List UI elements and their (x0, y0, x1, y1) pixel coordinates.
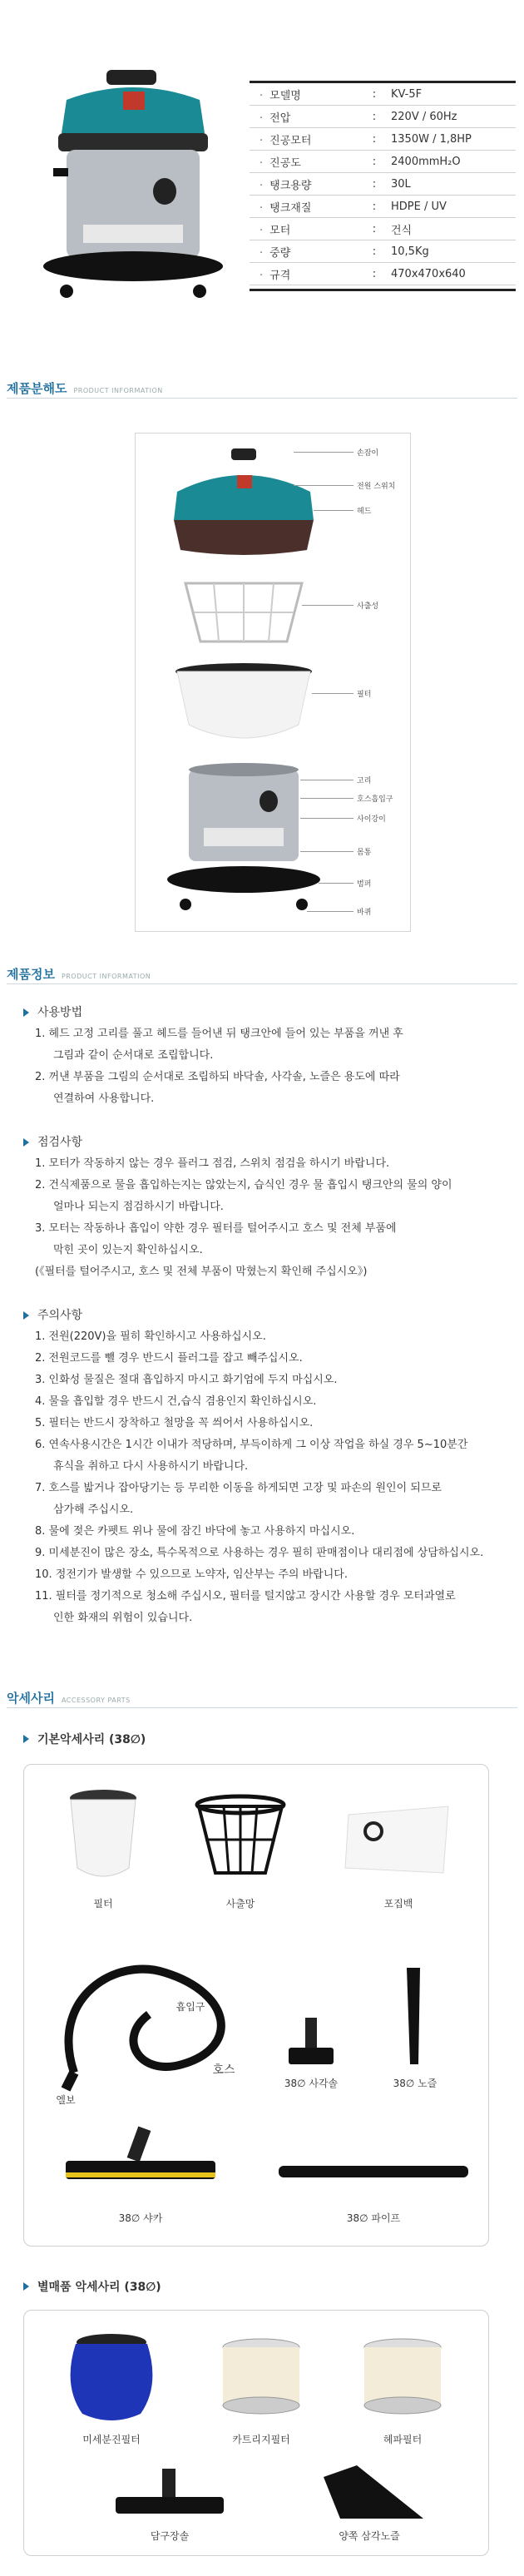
part-label: 범퍼 (357, 880, 372, 889)
part-label: 호스흡입구 (357, 795, 393, 804)
triangle-bullet-icon (23, 1138, 29, 1147)
part-label: 필터 (357, 691, 372, 699)
spec-row: · 탱크용량 : 30L (250, 173, 516, 196)
section-header-info: 제품정보 PRODUCT INFORMATION (7, 967, 151, 982)
floor-tool-image (57, 2123, 224, 2197)
triangle-bullet-icon (23, 1735, 29, 1743)
pipe-image (274, 2156, 473, 2189)
dust-brush-image (107, 2465, 232, 2524)
exploded-parts-illustration (161, 442, 327, 924)
part-label: 고리 (357, 777, 372, 785)
cartridge-filter-image (215, 2336, 307, 2419)
part-label: 사출성 (357, 602, 379, 611)
product-image (33, 67, 225, 308)
part-label: 몸통 (357, 849, 372, 857)
part-label: 헤드 (357, 508, 372, 516)
basic-accessory-box: 필터 사출망 포집백 흡입구 호스 엘보 38∅ 사각솔 38∅ 노즐 38∅ 샤카 38∅ 파이프 (23, 1764, 489, 2247)
cage-image (190, 1790, 290, 1890)
caution-block: 주의사항 1. 전원(220V)을 필히 확인하시고 사용하십시오. 2. 전원코드를 뺄 경우 반드시 플러그를 잡고 빼주십시오. 3. 인화성 물질은 절대 흡입하지 마시고 화기엄에 두지 마십시오. 4. 물을 흡입할 경우 반드시 건,습식 겸용인지 확인하십시오. 5. 필터는 반드시 장착하고 철망을 꼭 씌어서 사용하십시오. 6. 연속사용시간은 1시간 이내가 적당하며, 부득이하게 그 이상 작업을 하실 경우 5~10분간 휴식을 취하고 다시 사용하시기 바랍니다. 7. 호스를 밟거나 잡아당기는 등 무리한 이동을 하게되면 고장 및 파손의 원인이 되므로 삼가해 주십시오. 8. 물에 젖은 카펫트 위나 물에 잠긴 바닥에 놓고 사용하지 마십시오. 9. 미세분진이 많은 장소, 특수목적으로 사용하는 경우 필히 판매점이나 대리점에 상담하십시오. 10. 정전기가 발생할 수 있으므로 노약자, 임산부는 주의 바랍니다. 11. 필터를 정기적으로 청소해 주십시오, 필터를 털지않고 장시간 사용할 경우 모터과열로 인한 화재의 위험이 있습니다. (23, 1305, 514, 1629)
spec-row: · 전압 : 220V / 60Hz (250, 106, 516, 128)
spec-row: · 중량 : 10,5Kg (250, 240, 516, 263)
spec-row: · 모델명 : KV-5F (250, 83, 516, 106)
spec-row: · 진공도 : 2400mmH₂O (250, 151, 516, 173)
extra-accessory-box: 미세분진필터 카트리지필터 헤파필터 담구장솔 양쪽 삼각노즐 (23, 2310, 489, 2556)
extra-accessory-title: 별매품 악세사리 (38∅) (23, 2278, 161, 2295)
fine-dust-filter-image (57, 2327, 166, 2427)
basic-accessory-title: 기본악세사리 (38∅) (23, 1731, 146, 1747)
nozzle-image (388, 1964, 438, 2073)
triangle-nozzle-image (307, 2460, 432, 2527)
check-block: 점검사항 1. 모터가 작동하지 않는 경우 플러그 점검, 스위치 점검을 하시기 바랍니다. 2. 건식제품으로 물을 흡입하는지는 않았는지, 습식인 경우 물 흡입시 탱크안의 물의 양이 얼마나 되는지 점검하시기 바랍니다. 3. 모터는 작동하나 흡입이 약한 경우 필터를 털어주시고 호스 및 전체 부품에 막힌 곳이 있는지 확인하십시오. (《필터를 털어주시고, 호스 및 전체 부품이 막혔는지 확인해 주십시오》) (23, 1132, 514, 1283)
part-label: 사이강이 (357, 815, 386, 824)
spec-row: · 규격 : 470x470x640 (250, 263, 516, 285)
part-label: 손잡이 (357, 449, 379, 458)
section-header-accessory: 악세사리 ACCESSORY PARTS (7, 1691, 131, 1706)
exploded-diagram (135, 433, 411, 932)
filter-image (57, 1781, 149, 1890)
spec-table (250, 83, 516, 285)
collection-bag-image (340, 1798, 457, 1881)
spec-row: · 탱크재질 : HDPE / UV (250, 196, 516, 218)
triangle-bullet-icon (23, 1008, 29, 1017)
usage-block: 사용방법 1. 헤드 고정 고리를 풀고 헤드를 들어낸 뒤 탱크안에 들어 있는 부품을 꺼낸 후 그림과 같이 순서대로 조립합니다. 2. 꺼낸 부품을 그림의 순서대로 조립하되 바닥솔, 사각솔, 노즐은 용도에 따라 연결하여 사용합니다. (23, 1002, 514, 1110)
section-header-diagram: 제품분해도 PRODUCT INFORMATION (7, 381, 163, 396)
spec-row: · 모터 : 건식 (250, 218, 516, 240)
hepa-filter-image (357, 2336, 448, 2419)
part-label: 전원 스위치 (357, 483, 396, 491)
part-label: 바퀴 (357, 909, 372, 917)
triangle-bullet-icon (23, 1311, 29, 1320)
square-brush-image (282, 2014, 340, 2073)
triangle-bullet-icon (23, 2282, 29, 2291)
spec-row: · 진공모터 : 1350W / 1,8HP (250, 128, 516, 151)
